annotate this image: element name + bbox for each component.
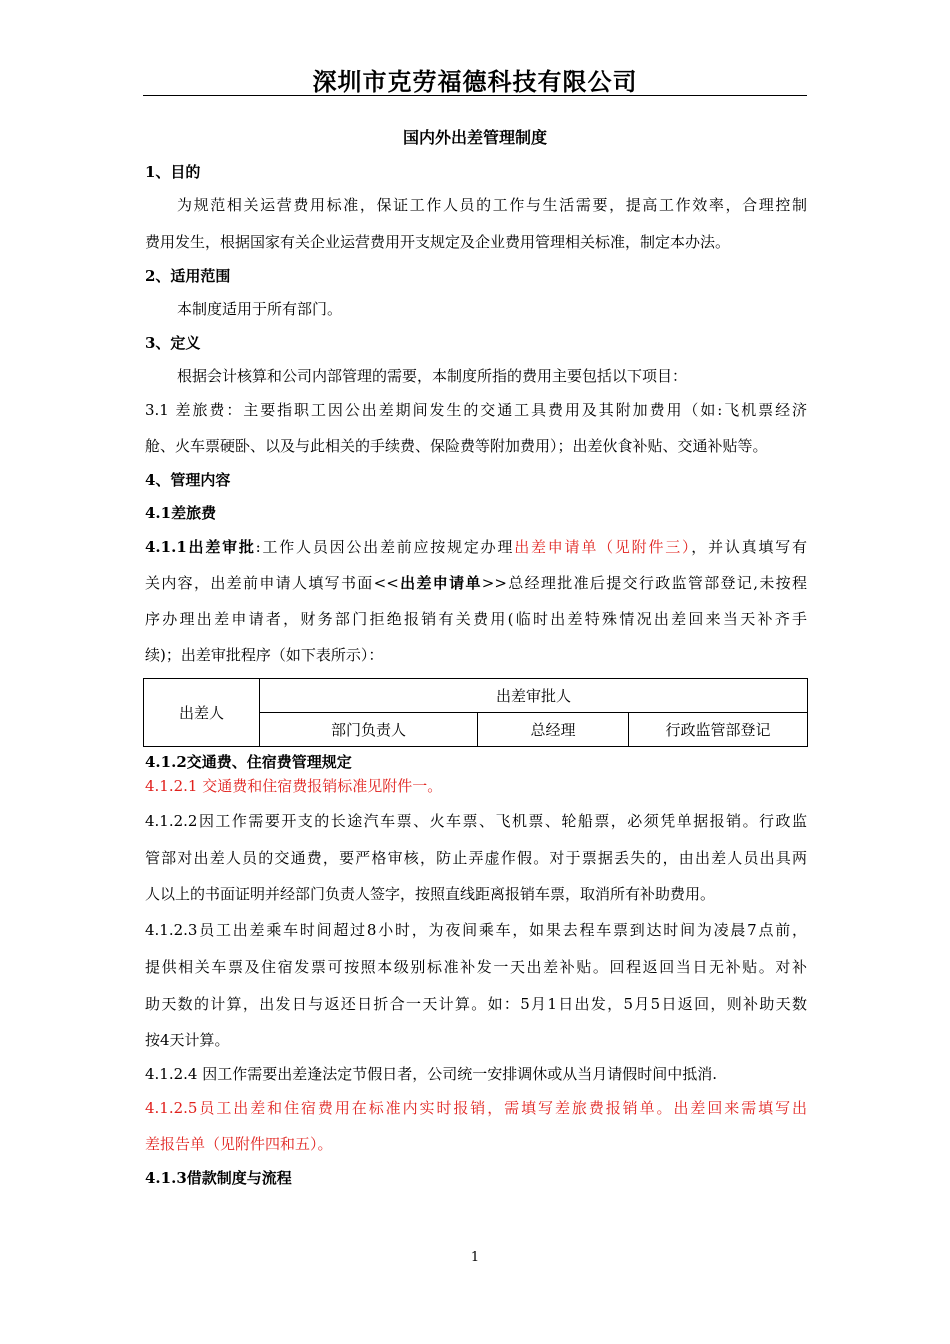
section-4-1-2-2-line: 人以上的书面证明并经部门负责人签字，按照直线距离报销车票，取消所有补助费用。 — [145, 885, 716, 903]
text-span: >>总经理批准后提交行政监管部登记,未按程 — [481, 574, 807, 592]
document-title: 国内外出差管理制度 — [402, 128, 547, 147]
section-4-1-1-label: 4.1.1出差审批 — [145, 538, 256, 556]
section-4-heading: 4、管理内容 — [145, 471, 231, 489]
section-3-1-line: 舱、火车票硬卧、以及与此相关的手续费、保险费等附加费用）；出差伙食补贴、交通补贴等。 — [145, 437, 768, 455]
section-4-1-2-5-line: 4.1.2.5员工出差和住宿费用在标准内实时报销，需填写差旅费报销单。出差回来需填写出 — [145, 1099, 807, 1117]
application-form-reference: 出差申请单（见附件三） — [514, 538, 692, 556]
approver-column-cell: 行政监管部登记 — [629, 713, 808, 747]
section-4-1-2-3-line: 按4天计算。 — [145, 1031, 230, 1049]
approver-column-cell: 部门负责人 — [260, 713, 478, 747]
section-1-paragraph-line: 费用发生，根据国家有关企业运营费用开支规定及企业费用管理相关标准，制定本办法。 — [145, 233, 731, 251]
approval-table — [143, 678, 808, 747]
section-1-heading: 1、目的 — [145, 163, 201, 181]
section-4-1-1-line — [145, 573, 807, 593]
section-1-paragraph-line: 为规范相关运营费用标准，保证工作人员的工作与生活需要，提高工作效率，合理控制 — [177, 196, 807, 214]
text-span: 4.1.2.1 — [145, 777, 203, 795]
approver-column-cell: 总经理 — [478, 713, 629, 747]
section-4-1-2-heading: 4.1.2交通费、住宿费管理规定 — [145, 753, 352, 771]
text-span: 关内容，出差前申请人填写书面<< — [145, 574, 399, 592]
section-3-paragraph: 根据会计核算和公司内部管理的需要，本制度所指的费用主要包括以下项目： — [177, 367, 688, 385]
form-name-bold: 出差申请单 — [398, 574, 482, 592]
section-4-1-2-5-line: 差报告单（见附件四和五）。 — [145, 1135, 333, 1153]
traveler-cell: 出差人 — [144, 679, 260, 747]
section-4-1-1-line: 续)；出差审批程序（如下表所示）： — [145, 646, 384, 664]
header-rule — [143, 95, 807, 96]
section-4-1-2-3-line: 提供相关车票及住宿发票可按照本级别标准补发一天出差补贴。回程返回当日无补贴。对补 — [145, 958, 807, 976]
text-span: ，并认真填写有 — [691, 538, 807, 556]
section-3-heading: 3、定义 — [145, 334, 201, 352]
section-4-1-2-4-line: 4.1.2.4 因工作需要出差逢法定节假日者，公司统一安排调休或从当月请假时间中抵消. — [145, 1065, 718, 1083]
text-span: :工作人员因公出差前应按规定办理 — [255, 538, 515, 556]
approver-header-cell: 出差审批人 — [260, 679, 808, 713]
section-4-1-heading: 4.1差旅费 — [145, 504, 217, 522]
company-name: 深圳市克劳福德科技有限公司 — [312, 68, 638, 96]
section-4-1-2-3-line: 助天数的计算，出发日与返还日折合一天计算。如：5月1日出发，5月5日返回，则补助天数 — [145, 995, 807, 1013]
section-4-1-2-1-line — [145, 776, 807, 796]
page-number: 1 — [470, 1250, 480, 1265]
section-4-1-1-line — [145, 537, 807, 557]
section-4-1-2-3-line: 4.1.2.3员工出差乘车时间超过8小时，为夜间乘车，如果去程车票到达时间为凌晨7点前， — [145, 921, 807, 939]
section-2-heading: 2、适用范围 — [145, 267, 231, 285]
section-4-1-1-line: 序办理出差申请者，财务部门拒绝报销有关费用(临时出差特殊情况出差回来当天补齐手 — [145, 610, 807, 628]
standard-reference: 交通费和住宿费报销标准见附件一。 — [202, 777, 443, 795]
section-4-1-2-2-line: 4.1.2.2因工作需要开支的长途汽车票、火车票、飞机票、轮船票，必须凭单据报销。行政监 — [145, 812, 807, 830]
section-4-1-3-heading: 4.1.3借款制度与流程 — [145, 1169, 292, 1187]
section-3-1-line: 3.1 差旅费：主要指职工因公出差期间发生的交通工具费用及其附加费用（如:飞机票经济 — [145, 401, 807, 419]
section-4-1-2-2-line: 管部对出差人员的交通费，要严格审核，防止弄虚作假。对于票据丢失的，由出差人员出具两 — [145, 849, 807, 867]
section-2-paragraph: 本制度适用于所有部门。 — [177, 300, 343, 318]
